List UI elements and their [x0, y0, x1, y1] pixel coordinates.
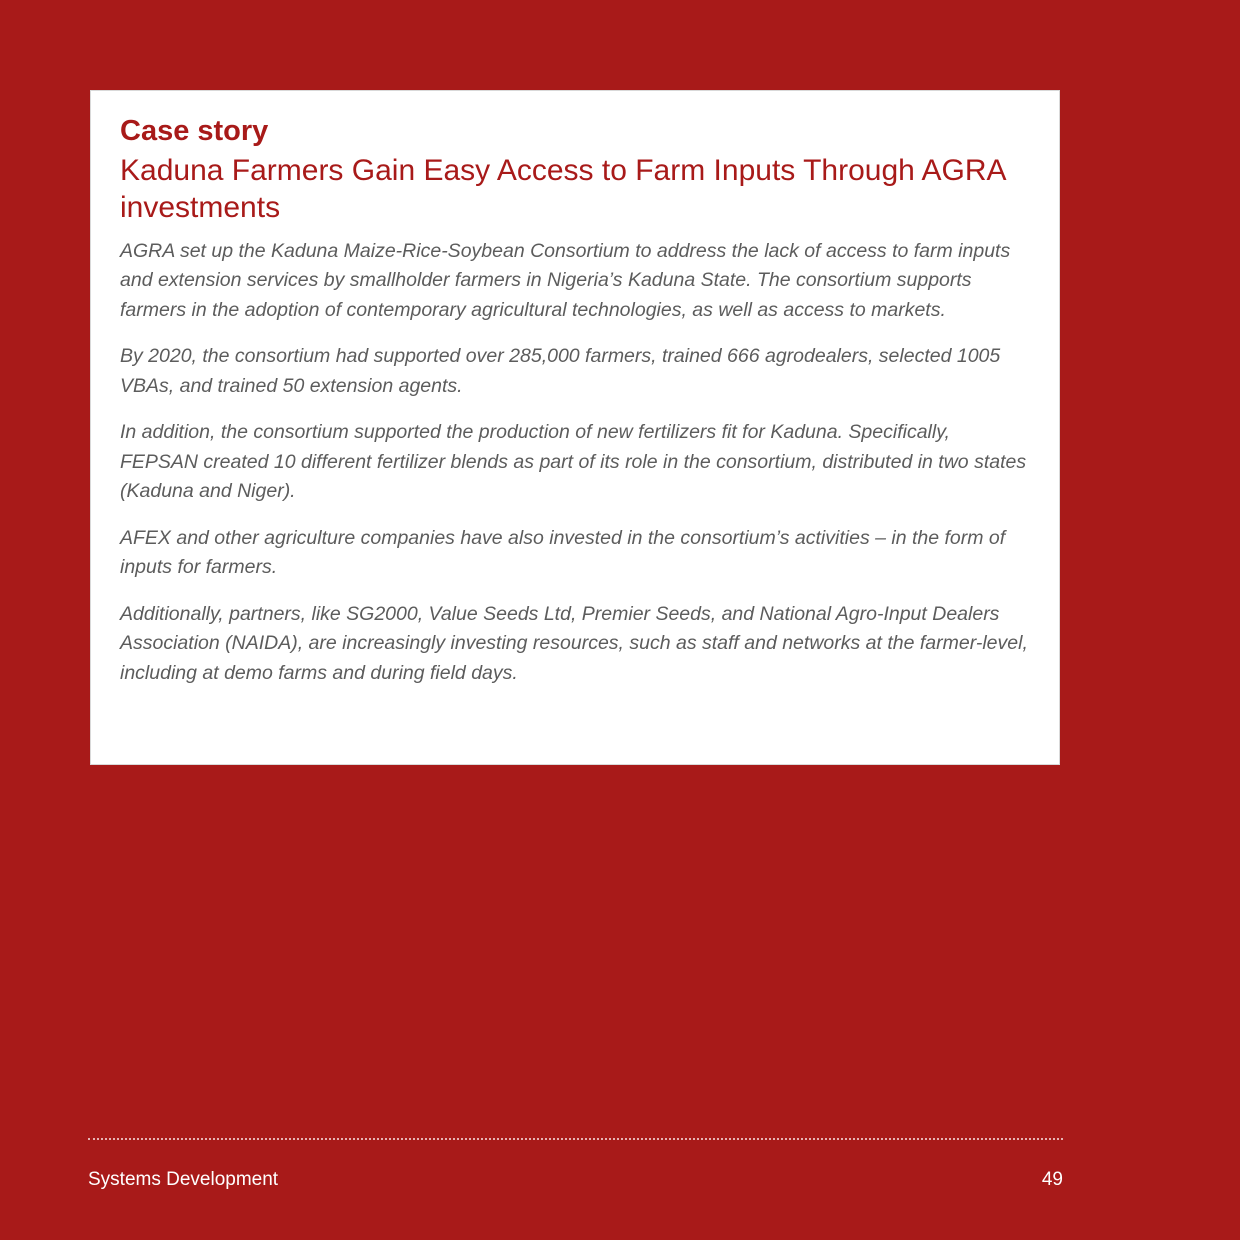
- case-story-paragraph-1: AGRA set up the Kaduna Maize-Rice-Soybean Consortium to address the lack of access to farm inputs and extension services by smallholder farmers in Nigeria’s Kaduna State. The consortium supports farmers in the adoption of contemporary agricultural technologies, as well as access to markets.: [120, 240, 1011, 321]
- case-story-paragraph-2: By 2020, the consortium had supported over 285,000 farmers, trained 666 agrodealers, selected 1005 VBAs, and trained 50 extension agents.: [120, 345, 1001, 397]
- case-story-box: [90, 90, 1060, 765]
- case-story-label: Case story: [120, 115, 269, 147]
- case-story-paragraph-4: AFEX and other agriculture companies have also invested in the consortium’s activities – in the form of inputs for farmers.: [120, 526, 1006, 579]
- case-story-paragraph-5: Additionally, partners, like SG2000, Value Seeds Ltd, Premier Seeds, and National Agro-Input Dealers Association (NAIDA), are increasingly investing resources, such as staff and networks at the farmer-level, including at demo farms and during field days.: [120, 602, 1028, 684]
- footer-section-title: Systems Development: [88, 1169, 279, 1190]
- footer-divider: [88, 1138, 1063, 1140]
- page-number: 49: [1041, 1169, 1063, 1190]
- case-story-paragraph-3: In addition, the consortium supported the production of new fertilizers fit for Kaduna. Specifically, FEPSAN created 10 different fertilizer blends as part of its role in the consortium, distributed in two states (Kaduna and Niger).: [120, 421, 1027, 503]
- case-story-title: Kaduna Farmers Gain Easy Access to Farm Inputs Through AGRA investments: [120, 154, 1005, 224]
